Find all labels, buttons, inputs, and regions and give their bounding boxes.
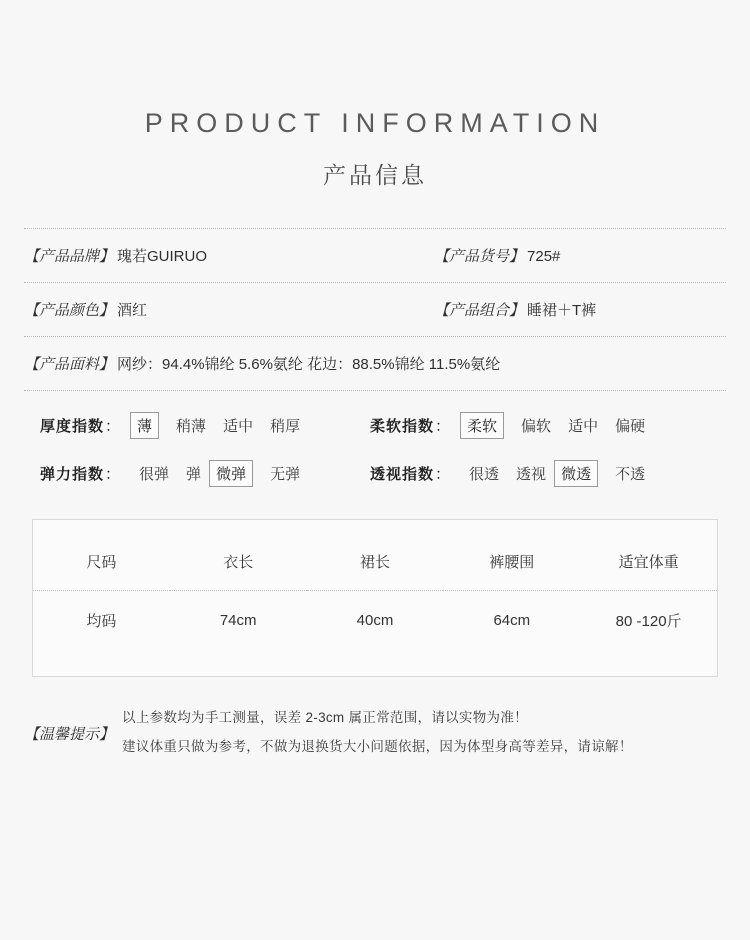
- index-group-elasticity: [40, 460, 370, 487]
- size-table-container: [32, 519, 718, 677]
- index-colon: ：: [105, 417, 121, 435]
- size-table: [33, 550, 717, 632]
- info-value-combination: 睡裙＋T裤: [527, 302, 597, 319]
- index-group-thickness: [40, 412, 370, 439]
- index-option-elasticity-1[interactable]: 弹: [186, 465, 202, 483]
- info-row-brand: [24, 229, 726, 282]
- index-group-transparency: [370, 460, 645, 487]
- info-value-color: 酒红: [117, 302, 148, 319]
- size-table-cell-0-0: 均码: [86, 613, 117, 630]
- info-label-color: 【产品颜色】: [24, 302, 115, 319]
- index-option-elasticity-2[interactable]: 微弹: [209, 460, 253, 487]
- info-row-color: [24, 283, 726, 336]
- index-option-elasticity-0[interactable]: 很弹: [139, 465, 170, 483]
- info-cell-brand: [24, 245, 434, 266]
- index-option-thickness-0[interactable]: 薄: [130, 412, 159, 439]
- info-cell-article-number: [434, 245, 726, 266]
- index-option-elasticity-3[interactable]: 无弹: [270, 465, 301, 483]
- tips-line-1: 建议体重只做为参考，不做为退换货大小问题依据，因为体型身高等差异，请谅解！: [122, 739, 633, 754]
- divider: [24, 390, 726, 391]
- index-option-thickness-3[interactable]: 稍厚: [270, 417, 301, 435]
- index-option-transparency-2[interactable]: 微透: [554, 460, 598, 487]
- index-title-softness: 柔软指数: [370, 417, 435, 435]
- info-cell-fabric: [24, 353, 726, 374]
- index-option-thickness-1[interactable]: 稍薄: [176, 417, 207, 435]
- size-table-header-row: [33, 550, 717, 591]
- info-label-brand: 【产品品牌】: [24, 248, 115, 265]
- index-group-softness: [370, 412, 645, 439]
- size-table-cell-0-3: 64cm: [493, 612, 531, 629]
- tips-lines: [122, 703, 633, 761]
- index-title-transparency: 透视指数: [370, 465, 435, 483]
- tips-section: [24, 703, 726, 761]
- size-table-cell-0-1: 74cm: [219, 612, 257, 629]
- size-table-cell-0-2: 40cm: [356, 612, 394, 629]
- index-option-transparency-0[interactable]: 很透: [469, 465, 500, 483]
- index-option-transparency-1[interactable]: 透视: [516, 465, 547, 483]
- index-row-2: [40, 449, 710, 497]
- size-table-header-1: 衣长: [223, 554, 254, 571]
- index-title-elasticity: 弹力指数: [40, 465, 105, 483]
- index-row-1: [40, 401, 710, 449]
- size-table-header-0: 尺码: [86, 554, 117, 571]
- page-title-cn: 产品信息: [323, 162, 427, 188]
- tips-line-0: 以上参数均为手工测量，误差 2-3cm 属正常范围，请以实物为准！: [122, 710, 528, 725]
- info-cell-combination: [434, 299, 726, 320]
- index-option-softness-3[interactable]: 偏硬: [615, 417, 646, 435]
- info-label-combination: 【产品组合】: [434, 302, 525, 319]
- page-title-en: PRODUCT INFORMATION: [144, 108, 606, 138]
- index-option-softness-2[interactable]: 适中: [568, 417, 599, 435]
- info-value-fabric: 网纱：94.4%锦纶 5.6%氨纶 花边：88.5%锦纶 11.5%氨纶: [117, 356, 501, 373]
- info-value-article-number: 725#: [527, 248, 561, 265]
- index-title-thickness: 厚度指数: [40, 417, 105, 435]
- index-option-transparency-3[interactable]: 不透: [615, 465, 646, 483]
- index-option-softness-0[interactable]: 柔软: [460, 412, 504, 439]
- info-label-article-number: 【产品货号】: [434, 248, 525, 265]
- info-cell-color: [24, 299, 434, 320]
- tips-label: 【温馨提示】: [24, 725, 115, 743]
- index-colon: ：: [435, 465, 451, 483]
- index-option-softness-1[interactable]: 偏软: [521, 417, 552, 435]
- index-section: [40, 401, 710, 497]
- size-table-cell-0-4: 80 -120斤: [615, 613, 682, 630]
- index-colon: ：: [435, 417, 451, 435]
- table-row: [33, 591, 717, 633]
- page-header: [0, 0, 750, 190]
- info-row-fabric: [24, 337, 726, 390]
- index-option-thickness-2[interactable]: 适中: [223, 417, 254, 435]
- info-label-fabric: 【产品面料】: [24, 356, 115, 373]
- index-colon: ：: [105, 465, 121, 483]
- info-value-brand: 瑰若GUIRUO: [117, 248, 208, 265]
- size-table-header-4: 适宜体重: [618, 554, 679, 571]
- size-table-header-2: 裙长: [359, 554, 390, 571]
- size-table-header-3: 裤腰围: [489, 554, 535, 571]
- product-info-block: [24, 228, 726, 391]
